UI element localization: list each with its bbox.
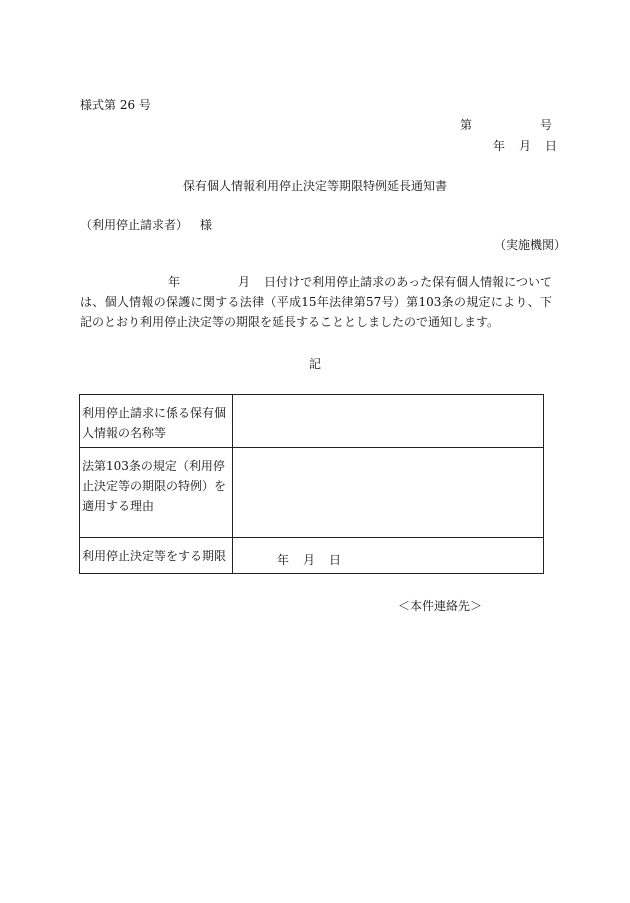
notice-body-text: 日付けで利用停止請求のあった保有個人情報については、個人情報の保護に関する法律（平成15年法律第57号）第103条の規定により、下記のとおり利用停止決定等の期限を延長することとしましたので通知します。 — [80, 275, 552, 329]
document-title: 保有個人情報利用停止決定等期限特例延長通知書 — [182, 179, 447, 193]
document-number-suffix: 号 — [540, 118, 553, 132]
table-value-info-name — [233, 395, 544, 448]
recipient-honorific: 様 — [200, 218, 213, 232]
recipient-name: （利用停止請求者） — [80, 218, 189, 232]
implementing-organization: （実施機関） — [494, 238, 567, 252]
notice-body-year: 年 — [168, 275, 181, 289]
table-row — [80, 448, 544, 538]
table-value-reason — [233, 448, 544, 538]
issue-date-day: 日 — [545, 139, 558, 153]
table-value-deadline — [233, 538, 544, 574]
notice-body — [80, 272, 552, 332]
detail-table — [79, 394, 544, 574]
table-label-info-name: 利用停止請求に係る保有個人情報の名称等 — [80, 395, 233, 448]
form-number: 様式第 26 号 — [80, 98, 151, 112]
recipient — [80, 219, 212, 231]
issue-date-month: 月 — [519, 139, 532, 153]
contact-heading: ＜本件連絡先＞ — [398, 599, 483, 613]
table-row — [80, 538, 544, 574]
table-row — [80, 395, 544, 448]
ki-heading: 記 — [308, 357, 321, 371]
notice-body-month: 月 — [238, 275, 251, 289]
document-number-prefix: 第 — [460, 118, 473, 132]
deadline-day: 日 — [329, 552, 342, 567]
deadline-month: 月 — [303, 552, 316, 567]
issue-date — [493, 140, 557, 152]
table-label-deadline: 利用停止決定等をする期限 — [80, 538, 233, 574]
table-label-reason: 法第103条の規定（利用停止決定等の期限の特例）を適用する理由 — [80, 448, 233, 538]
issue-date-year: 年 — [493, 139, 506, 153]
deadline-year: 年 — [277, 552, 290, 567]
